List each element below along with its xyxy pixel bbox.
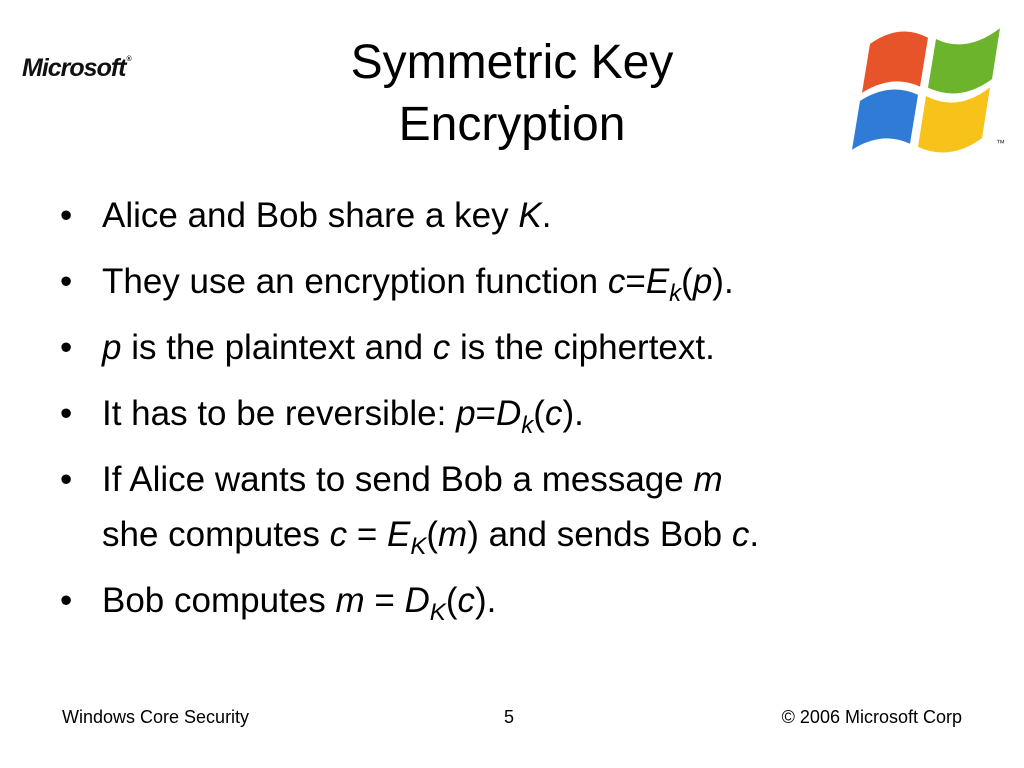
microsoft-logo-text: Microsoft — [22, 54, 126, 82]
bullet-marker: • — [60, 262, 73, 301]
bullet-text: ( — [445, 581, 458, 620]
variable: c — [329, 515, 348, 554]
bullet-item — [60, 254, 960, 309]
flag-green-pane — [928, 28, 1000, 96]
bullet-text: It has to be reversible: — [102, 394, 457, 433]
variable: D — [496, 394, 522, 433]
variable: E — [387, 515, 411, 554]
bullet-text: Alice and Bob share a key — [102, 196, 519, 235]
bullet-text: ( — [533, 394, 545, 433]
bullet-list — [60, 188, 960, 639]
subscript: K — [429, 599, 446, 626]
variable: K — [518, 196, 542, 235]
bullet-text: . — [541, 196, 552, 235]
bullet-text: Bob computes — [102, 581, 336, 620]
flag-blue-pane — [852, 87, 918, 150]
bullet-text: is the plaintext and — [121, 328, 433, 367]
variable: m — [693, 460, 723, 499]
slide-title — [200, 32, 824, 156]
bullet-marker: • — [60, 394, 73, 433]
bullet-text: If Alice wants to send Bob a message — [102, 460, 694, 499]
variable: p — [456, 394, 476, 433]
microsoft-logo — [22, 56, 131, 81]
flag-red-pane — [862, 29, 928, 93]
bullet-marker: • — [60, 196, 73, 235]
bullet-text: They use an encryption function — [102, 262, 608, 301]
bullet-marker: • — [60, 581, 73, 620]
title-line-1: Symmetric Key — [350, 36, 674, 89]
variable: E — [645, 262, 670, 301]
registered-mark: ® — [126, 56, 131, 63]
variable: c — [731, 515, 750, 554]
bullet-item — [60, 320, 960, 375]
bullet-text: ( — [681, 262, 693, 301]
bullet-text: she computes — [102, 515, 330, 554]
variable: m — [335, 581, 365, 620]
bullet-text: ). — [562, 394, 584, 433]
bullet-marker: • — [60, 328, 73, 367]
subscript: k — [669, 280, 682, 307]
variable: c — [544, 394, 563, 433]
bullet-text: ) and sends Bob — [467, 515, 732, 554]
footer-course-title: Windows Core Security — [62, 707, 250, 727]
footer-copyright: © 2006 Microsoft Corp — [781, 707, 962, 727]
bullet-item — [60, 386, 960, 441]
bullet-text: ). — [712, 262, 734, 301]
variable: p — [692, 262, 713, 301]
bullet-text: = — [475, 394, 496, 433]
variable: m — [438, 515, 468, 554]
variable: p — [102, 328, 122, 367]
title-line-2: Encryption — [398, 98, 626, 151]
bullet-text: = — [364, 581, 405, 620]
subscript: K — [410, 533, 427, 560]
bullet-text: is the ciphertext. — [450, 328, 715, 367]
trademark-mark: ™ — [996, 138, 1005, 148]
variable: D — [404, 581, 430, 620]
subscript: k — [521, 412, 534, 439]
windows-flag-logo — [850, 6, 1020, 156]
bullet-item — [60, 188, 960, 243]
bullet-item — [60, 573, 960, 628]
bullet-text: . — [749, 515, 760, 554]
variable: c — [457, 581, 475, 620]
flag-yellow-pane — [918, 87, 990, 155]
bullet-text: ). — [474, 581, 497, 620]
bullet-text: = — [625, 262, 646, 301]
variable: c — [607, 262, 626, 301]
footer-page-number: 5 — [504, 707, 515, 727]
variable: c — [432, 328, 451, 367]
bullet-text: = — [347, 515, 388, 554]
bullet-item — [60, 452, 960, 562]
bullet-marker: • — [60, 460, 73, 499]
bullet-text: ( — [426, 515, 439, 554]
